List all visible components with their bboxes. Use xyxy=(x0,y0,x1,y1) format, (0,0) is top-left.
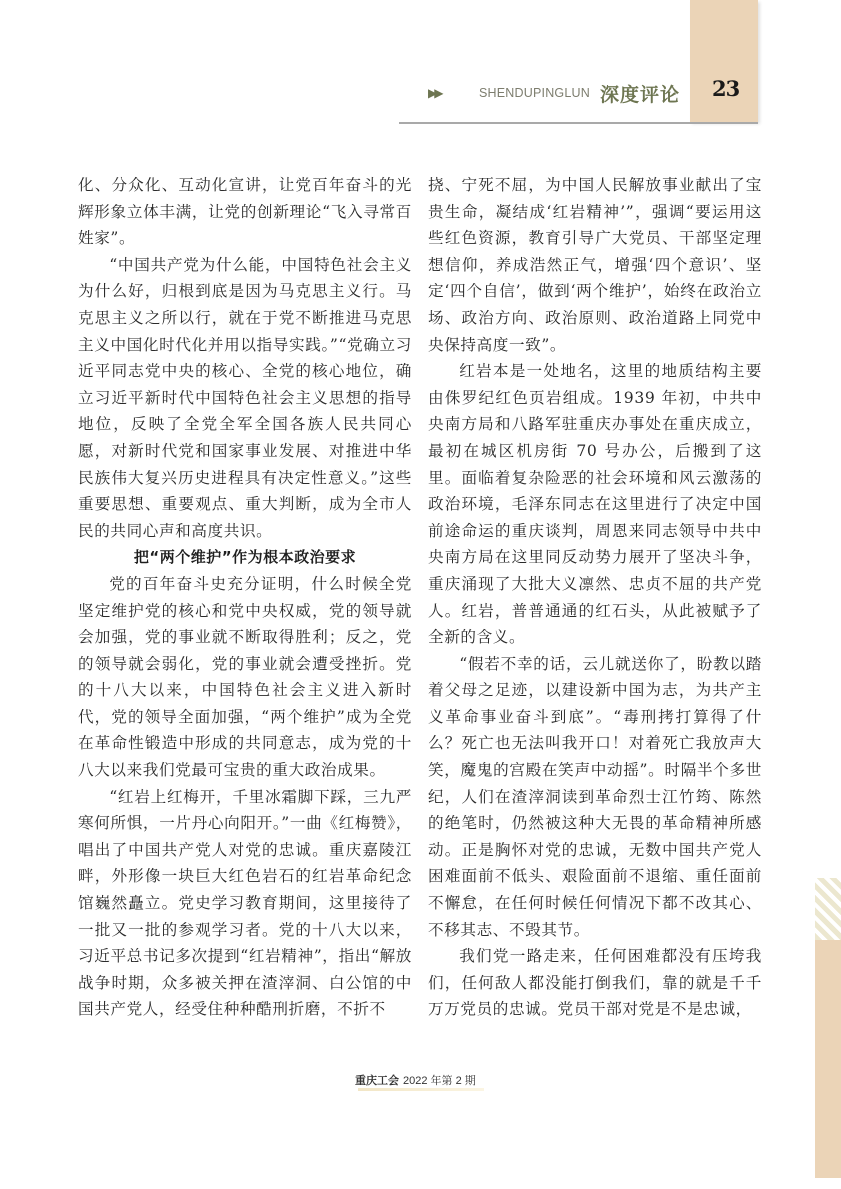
paragraph: “假若不幸的话，云儿就送你了，盼教以踏着父母之足迹，以建设新中国为志，为共产主义革命事业奋斗到底”。“毒刑拷打算得了什么？死亡也无法叫我开口！对着死亡我放声大笑，魔鬼的宫殿在笑声中动摇”。时隔半个多世纪，人们在渣滓洞读到革命烈士江竹筠、陈然的绝笔时，仍然被这种大无畏的革命精神所感动。正是胸怀对党的忠诚，无数中国共产党人困难面前不低头、艰险面前不退缩、重任面前不懈怠，在任何时候任何情况下都不改其心、不移其志、不毁其节。 xyxy=(428,654,762,939)
side-decoration-stripes xyxy=(815,878,841,940)
paragraph: “红岩上红梅开，千里冰霜脚下踩，三九严寒何所惧，一片丹心向阳开。”一曲《红梅赞》，唱出了中国共产党人对党的忠诚。重庆嘉陵江畔，外形像一块巨大红色岩石的红岩革命纪念馆巍然矗立。党史学习教育期间，这里接待了一批又一批的参观学习者。党的十八大以来，习近平总书记多次提到“红岩精神”，指出“解放战争时期，众多被关押在渣滓洞、白公馆的中国共产党人，经受住种种酷刑折磨，不折不 xyxy=(78,787,412,1019)
paragraph: 化、分众化、互动化宣讲，让党百年奋斗的光辉形象立体丰满，让党的创新理论“飞入寻常百姓家”。 xyxy=(78,176,412,248)
paragraph: 党的百年奋斗史充分证明，什么时候全党坚定维护党的核心和党中央权威，党的领导就会加强，党的事业就不断取得胜利；反之，党的领导就会弱化，党的事业就会遭受挫折。党的十八大以来，中国特色社会主义进入新时代，党的领导全面加强，“两个维护”成为全党在革命性锻造中形成的共同意志，成为党的十八大以来我们党最可宝贵的重大政治成果。 xyxy=(78,574,412,780)
paragraph: “中国共产党为什么能，中国特色社会主义为什么好，归根到底是因为马克思主义行。马克思主义之所以行，就在于党不断推进马克思主义中国化时代化并用以指导实践。”“党确立习近平同志党中央的核心、全党的核心地位，确立习近平新时代中国特色社会主义思想的指导地位，反映了全党全军全国各族人民共同心愿，对新时代党和国家事业发展、对推进中华民族伟大复兴历史进程具有决定性意义。”这些重要思想、重要观点、重大判断，成为全市人民的共同心声和高度共识。 xyxy=(78,255,412,540)
paragraph: 红岩本是一处地名，这里的地质结构主要由侏罗纪红色页岩组成。1939 年初，中共中央南方局和八路军驻重庆办事处在重庆成立，最初在城区机房街 70 号办公，后搬到了这里。面临着复杂险恶的社会环境和风云激荡的政治环境，毛泽东同志在这里进行了决定中国前途命运的重庆谈判，周恩来同志领导中共中央南方局在这里同反动势力展开了坚决斗争，重庆涌现了大批大义凛然、忠贞不屈的共产党人。红岩，普普通通的红石头，从此被赋予了全新的含义。 xyxy=(428,362,762,647)
right-column xyxy=(428,172,762,1023)
paragraph: 挠、宁死不屈，为中国人民解放事业献出了宝贵生命，凝结成‘红岩精神’”，强调“要运用这些红色资源，教育引导广大党员、干部坚定理想信仰，养成浩然正气，增强‘四个意识’、坚定‘四个自信’，做到‘两个维护’，始终在政治立场、政治方向、政治原则、政治道路上同党中央保持高度一致”。 xyxy=(428,176,762,354)
section-heading: 把“两个维护”作为根本政治要求 xyxy=(133,548,357,567)
paragraph: 我们党一路走来，任何困难都没有压垮我们，任何敌人都没能打倒我们，靠的就是千千万万党员的忠诚。党员干部对党是不是忠诚， xyxy=(428,947,762,1019)
page-number: 23 xyxy=(712,76,740,101)
section-title-en: SHENDUPINGLUN xyxy=(479,86,590,100)
header-divider xyxy=(399,122,758,124)
issue-label: 2022 年第 2 期 xyxy=(403,1075,476,1087)
magazine-name: 重庆工会 xyxy=(355,1074,399,1087)
page-footer xyxy=(355,1072,476,1088)
header-tab xyxy=(690,0,758,122)
footer-underline xyxy=(358,1088,484,1091)
double-arrow-icon: ▶▶ xyxy=(428,86,441,100)
section-title-cn: 深度评论 xyxy=(600,84,681,106)
left-column xyxy=(78,172,412,1023)
